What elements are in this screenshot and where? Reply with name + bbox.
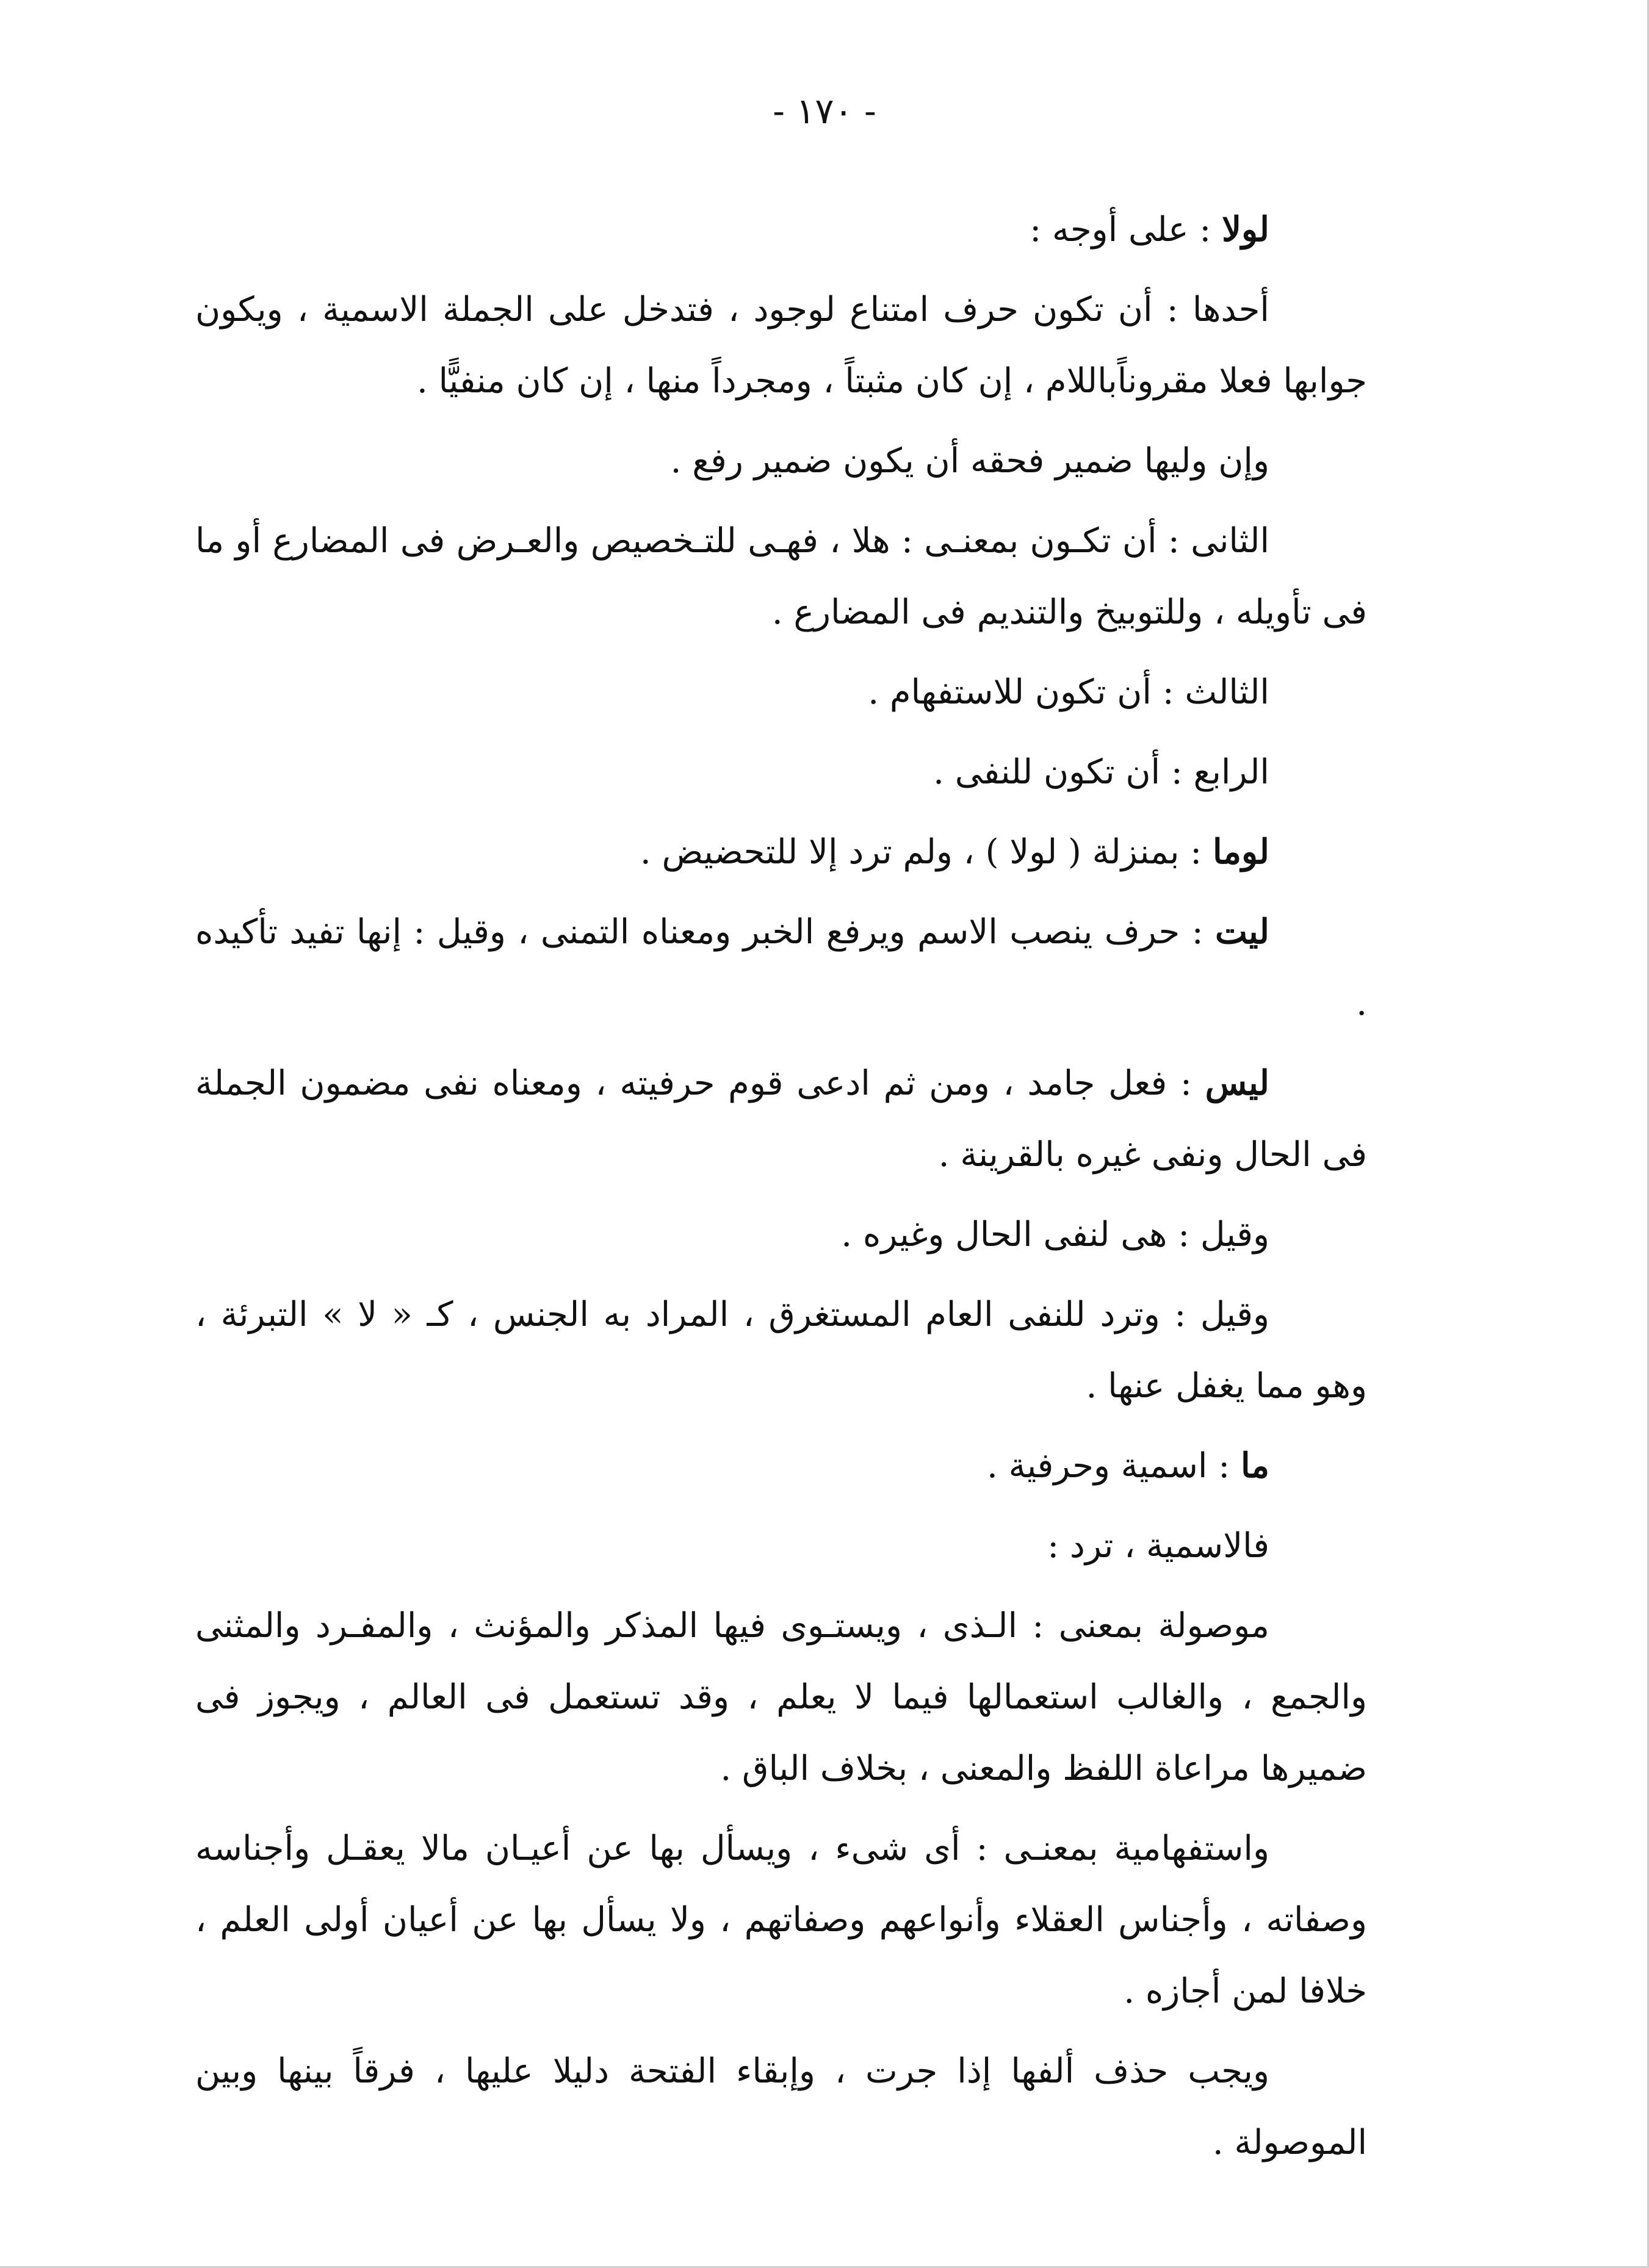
paragraph-lawla-third	[195, 657, 1367, 728]
paragraph-text: وقيل : هى لنفى الحال وغيره .	[841, 1215, 1269, 1255]
paragraph-text: : حرف ينصب الاسم ويرفع الخبر ومعناه التمنى ، وقيل : إنها تفيد تأكيده .	[195, 912, 1367, 1023]
paragraph-ma	[195, 1430, 1367, 1502]
entry-term-lawla: لولا	[1222, 209, 1269, 250]
paragraph-ma-relative	[195, 1590, 1367, 1804]
paragraph-ma-interrogative	[195, 1813, 1367, 2027]
paragraph-text: وإن وليها ضمير فحقه أن يكون ضمير رفع .	[670, 441, 1269, 481]
entry-term-lawma: لوما	[1212, 832, 1269, 872]
paragraph-lawla-fourth	[195, 736, 1367, 808]
paragraph-text: : فعل جامد ، ومن ثم ادعى قوم حرفيته ، ومعناه نفى مضمون الجملة فى الحال ونفى غيره بالقرينة .	[195, 1064, 1367, 1175]
page-number: - ١٧٠ -	[773, 90, 876, 132]
paragraph-text: موصولة بمعنى : الـذى ، ويستـوى فيها المذكر والمؤنث ، والمفـرد والمثنى والجمع ، والغالب استعمالها فيما لا يعلم ، وقد تستعمل فى العالم ، ويجوز فى ضميرها مراعاة اللفظ والمعنى ، بخلاف الباق .	[195, 1606, 1367, 1788]
paragraph-lawla-heading	[195, 194, 1367, 265]
entry-term-layta: ليت	[1215, 912, 1269, 952]
paragraph-text: الثالث : أن تكون للاستفهام .	[868, 672, 1269, 712]
paragraph-text: فالاسمية ، ترد :	[1047, 1526, 1269, 1566]
paragraph-laysa-general	[195, 1279, 1367, 1422]
paragraph-text: واستفهامية بمعنـى : أى شىء ، ويسأل بها عن أعيـان مالا يعقـل وأجناسه وصفاته ، وأجناس العقلاء وأنواعهم وصفاتهم ، ولا يسأل بها عن أعيان أولى العلم ، خلافا لمن أجازه .	[195, 1829, 1367, 2011]
paragraph-lawla-pronoun	[195, 425, 1367, 497]
paragraph-text: الرابع : أن تكون للنفى .	[933, 752, 1269, 792]
paragraph-text: وقيل : وترد للنفى العام المستغرق ، المراد به الجنس ، كـ « لا » التبرئة ، وهو مما يغفل عنها .	[195, 1295, 1367, 1406]
paragraph-text: : على أوجه :	[1030, 210, 1222, 250]
paragraph-text: : اسمية وحرفية .	[987, 1446, 1241, 1486]
paragraph-text: الثانى : أن تكـون بمعنـى : هلا ، فهـى للتـخصيص والعـرض فى المضارع أو ما فى تأويله ، وللتوبيخ والتنديم فى المضارع .	[195, 521, 1367, 632]
entry-term-ma: ما	[1240, 1445, 1269, 1486]
paragraph-laysa-present	[195, 1199, 1367, 1270]
paragraph-text: : بمنزلة ( لولا ) ، ولم ترد إلا للتحضيض .	[640, 832, 1213, 872]
paragraph-ma-alif-deletion	[195, 2036, 1367, 2178]
body-text	[195, 194, 1367, 2178]
paragraph-lawla-first	[195, 274, 1367, 417]
paragraph-ma-nominal	[195, 1510, 1367, 1582]
paragraph-text: ويجب حذف ألفها إذا جرت ، وإبقاء الفتحة دليلا عليها ، فرقاً بينها وبين الموصولة .	[195, 2051, 1367, 2162]
paragraph-layta	[195, 896, 1367, 1039]
paragraph-text: أحدها : أن تكون حرف امتناع لوجود ، فتدخل على الجملة الاسمية ، ويكون جوابها فعلا مقروناًباللام ، إن كان مثبتاً ، ومجرداً منها ، إن كان منفيًّا .	[195, 290, 1367, 401]
paragraph-lawma	[195, 816, 1367, 888]
paragraph-lawla-second	[195, 505, 1367, 648]
entry-term-laysa: ليس	[1205, 1063, 1269, 1103]
paragraph-laysa	[195, 1048, 1367, 1190]
